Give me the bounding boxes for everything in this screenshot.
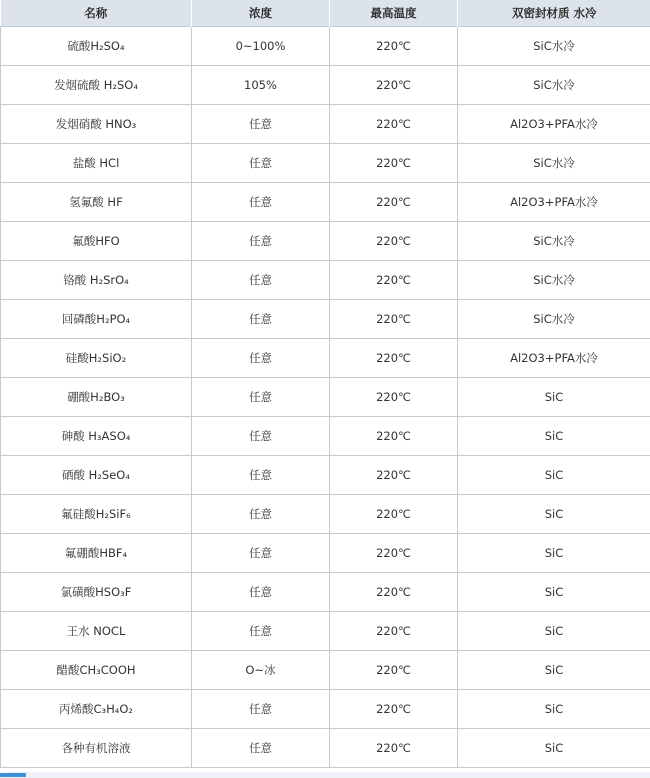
cell-name: 发烟硫酸 H₂SO₄: [1, 66, 192, 105]
cell-max-temperature: 220℃: [330, 573, 458, 612]
cell-name: 氟硼酸HBF₄: [1, 534, 192, 573]
cell-name: 铬酸 H₂SrO₄: [1, 261, 192, 300]
table-row: [1, 300, 650, 339]
cell-max-temperature: 220℃: [330, 612, 458, 651]
cell-seal-material: SiC: [458, 456, 650, 495]
cell-name: 醋酸CH₃COOH: [1, 651, 192, 690]
header-seal-material: 双密封材质 水冷: [458, 0, 650, 27]
cell-concentration: 任意: [192, 183, 330, 222]
cell-max-temperature: 220℃: [330, 105, 458, 144]
table-row: [1, 144, 650, 183]
cell-name: 硒酸 H₂SeO₄: [1, 456, 192, 495]
cell-concentration: O~冰: [192, 651, 330, 690]
cell-max-temperature: 220℃: [330, 456, 458, 495]
cell-max-temperature: 220℃: [330, 27, 458, 66]
cell-name: 回磷酸H₂PO₄: [1, 300, 192, 339]
cell-concentration: 任意: [192, 339, 330, 378]
cell-name: 砷酸 H₃ASO₄: [1, 417, 192, 456]
table-row: [1, 27, 650, 66]
cell-max-temperature: 220℃: [330, 339, 458, 378]
cell-max-temperature: 220℃: [330, 300, 458, 339]
cell-seal-material: SiC水冷: [458, 222, 650, 261]
cell-seal-material: SiC水冷: [458, 27, 650, 66]
cell-concentration: 任意: [192, 378, 330, 417]
cell-name: 丙烯酸C₃H₄O₂: [1, 690, 192, 729]
cell-max-temperature: 220℃: [330, 261, 458, 300]
cell-max-temperature: 220℃: [330, 183, 458, 222]
table-row: [1, 690, 650, 729]
table-row: [1, 573, 650, 612]
cell-seal-material: SiC: [458, 651, 650, 690]
cell-name: 氯磺酸HSO₃F: [1, 573, 192, 612]
table-body: [1, 27, 650, 768]
footer-accent-line: [0, 773, 26, 777]
cell-seal-material: SiC水冷: [458, 300, 650, 339]
cell-name: 盐酸 HCl: [1, 144, 192, 183]
table-row: [1, 417, 650, 456]
cell-seal-material: SiC: [458, 690, 650, 729]
cell-max-temperature: 220℃: [330, 690, 458, 729]
table-row: [1, 339, 650, 378]
cell-concentration: 任意: [192, 144, 330, 183]
header-row: [1, 0, 650, 27]
cell-concentration: 任意: [192, 534, 330, 573]
table-row: [1, 456, 650, 495]
table-row: [1, 105, 650, 144]
cell-max-temperature: 220℃: [330, 495, 458, 534]
cell-seal-material: Al2O3+PFA水冷: [458, 105, 650, 144]
cell-max-temperature: 220℃: [330, 651, 458, 690]
cell-seal-material: SiC: [458, 534, 650, 573]
cell-concentration: 105%: [192, 66, 330, 105]
cell-max-temperature: 220℃: [330, 729, 458, 768]
cell-concentration: 任意: [192, 300, 330, 339]
cell-seal-material: SiC: [458, 417, 650, 456]
cell-concentration: 任意: [192, 690, 330, 729]
cell-name: 硅酸H₂SiO₂: [1, 339, 192, 378]
cell-concentration: 任意: [192, 261, 330, 300]
footer-bar: [0, 772, 650, 778]
table-row: [1, 261, 650, 300]
cell-name: 硼酸H₂BO₃: [1, 378, 192, 417]
cell-concentration: 任意: [192, 105, 330, 144]
table-row: [1, 222, 650, 261]
cell-name: 氢氟酸 HF: [1, 183, 192, 222]
cell-concentration: 任意: [192, 417, 330, 456]
cell-name: 各种有机溶液: [1, 729, 192, 768]
table-row: [1, 729, 650, 768]
cell-concentration: 任意: [192, 456, 330, 495]
cell-max-temperature: 220℃: [330, 417, 458, 456]
cell-concentration: 任意: [192, 222, 330, 261]
cell-seal-material: SiC: [458, 495, 650, 534]
cell-concentration: 任意: [192, 573, 330, 612]
cell-name: 发烟硝酸 HNO₃: [1, 105, 192, 144]
cell-concentration: 任意: [192, 612, 330, 651]
cell-max-temperature: 220℃: [330, 144, 458, 183]
cell-concentration: 0~100%: [192, 27, 330, 66]
cell-name: 王水 NOCL: [1, 612, 192, 651]
cell-concentration: 任意: [192, 495, 330, 534]
cell-seal-material: Al2O3+PFA水冷: [458, 183, 650, 222]
cell-seal-material: SiC: [458, 729, 650, 768]
cell-name: 氟硅酸H₂SiF₆: [1, 495, 192, 534]
table-row: [1, 534, 650, 573]
cell-max-temperature: 220℃: [330, 534, 458, 573]
cell-seal-material: SiC水冷: [458, 66, 650, 105]
cell-seal-material: SiC水冷: [458, 144, 650, 183]
cell-seal-material: SiC水冷: [458, 261, 650, 300]
cell-seal-material: Al2O3+PFA水冷: [458, 339, 650, 378]
table-header: [1, 0, 650, 27]
table-row: [1, 378, 650, 417]
cell-max-temperature: 220℃: [330, 66, 458, 105]
cell-max-temperature: 220℃: [330, 378, 458, 417]
cell-name: 硫酸H₂SO₄: [1, 27, 192, 66]
header-name: 名称: [1, 0, 192, 27]
header-concentration: 浓度: [192, 0, 330, 27]
header-max-temperature: 最高温度: [330, 0, 458, 27]
cell-seal-material: SiC: [458, 378, 650, 417]
table-row: [1, 183, 650, 222]
cell-max-temperature: 220℃: [330, 222, 458, 261]
table-row: [1, 495, 650, 534]
table-row: [1, 612, 650, 651]
cell-seal-material: SiC: [458, 612, 650, 651]
table-row: [1, 651, 650, 690]
table-row: [1, 66, 650, 105]
cell-name: 氟酸HFO: [1, 222, 192, 261]
cell-seal-material: SiC: [458, 573, 650, 612]
cell-concentration: 任意: [192, 729, 330, 768]
